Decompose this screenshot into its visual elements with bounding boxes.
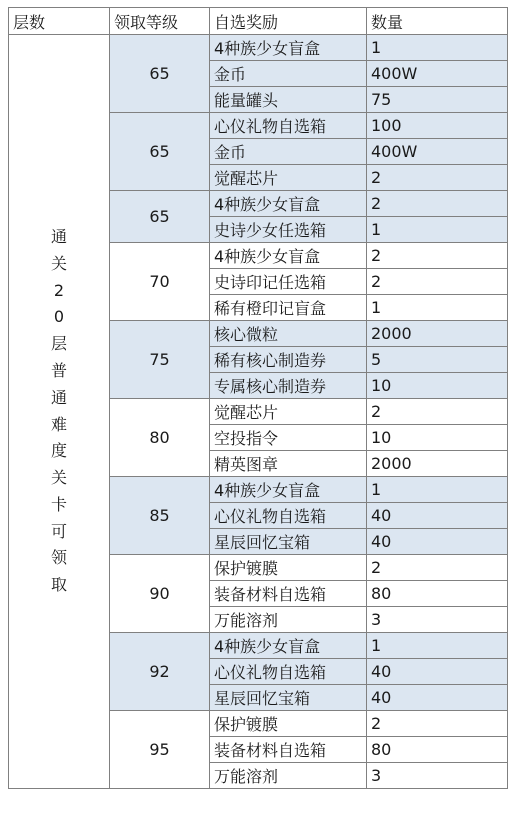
layer-condition-text: 通关20层普通难度关卡可领取 xyxy=(50,226,67,595)
reward-quantity-cell: 400W xyxy=(367,61,508,87)
reward-name-cell: 万能溶剂 xyxy=(210,607,367,633)
level-cell: 75 xyxy=(110,321,210,399)
reward-name-cell: 能量罐头 xyxy=(210,87,367,113)
reward-name-cell: 精英图章 xyxy=(210,451,367,477)
level-cell: 65 xyxy=(110,113,210,191)
level-cell: 65 xyxy=(110,191,210,243)
reward-name-cell: 专属核心制造券 xyxy=(210,373,367,399)
reward-name-cell: 稀有核心制造券 xyxy=(210,347,367,373)
reward-name-cell: 装备材料自选箱 xyxy=(210,737,367,763)
reward-quantity-cell: 100 xyxy=(367,113,508,139)
reward-quantity-cell: 3 xyxy=(367,763,508,789)
reward-quantity-cell: 2 xyxy=(367,555,508,581)
reward-name-cell: 史诗少女任选箱 xyxy=(210,217,367,243)
reward-quantity-cell: 2 xyxy=(367,191,508,217)
reward-name-cell: 稀有橙印记盲盒 xyxy=(210,295,367,321)
reward-quantity-cell: 1 xyxy=(367,477,508,503)
reward-quantity-cell: 2 xyxy=(367,243,508,269)
reward-name-cell: 4种族少女盲盒 xyxy=(210,633,367,659)
level-cell: 92 xyxy=(110,633,210,711)
reward-quantity-cell: 40 xyxy=(367,503,508,529)
reward-name-cell: 核心微粒 xyxy=(210,321,367,347)
reward-name-cell: 装备材料自选箱 xyxy=(210,581,367,607)
layer-cell xyxy=(9,35,110,789)
reward-quantity-cell: 1 xyxy=(367,35,508,61)
reward-quantity-cell: 40 xyxy=(367,659,508,685)
reward-name-cell: 保护镀膜 xyxy=(210,711,367,737)
reward-quantity-cell: 400W xyxy=(367,139,508,165)
reward-quantity-cell: 1 xyxy=(367,633,508,659)
reward-name-cell: 史诗印记任选箱 xyxy=(210,269,367,295)
reward-quantity-cell: 3 xyxy=(367,607,508,633)
reward-name-cell: 金币 xyxy=(210,139,367,165)
level-cell: 90 xyxy=(110,555,210,633)
reward-name-cell: 心仪礼物自选箱 xyxy=(210,503,367,529)
reward-quantity-cell: 1 xyxy=(367,217,508,243)
reward-name-cell: 星辰回忆宝箱 xyxy=(210,529,367,555)
reward-name-cell: 万能溶剂 xyxy=(210,763,367,789)
reward-quantity-cell: 2000 xyxy=(367,451,508,477)
reward-quantity-cell: 2 xyxy=(367,165,508,191)
reward-quantity-cell: 80 xyxy=(367,737,508,763)
level-cell: 65 xyxy=(110,35,210,113)
reward-quantity-cell: 1 xyxy=(367,295,508,321)
level-cell: 85 xyxy=(110,477,210,555)
reward-name-cell: 4种族少女盲盒 xyxy=(210,477,367,503)
reward-name-cell: 4种族少女盲盒 xyxy=(210,191,367,217)
reward-name-cell: 心仪礼物自选箱 xyxy=(210,113,367,139)
reward-name-cell: 4种族少女盲盒 xyxy=(210,243,367,269)
header-level: 领取等级 xyxy=(110,8,210,35)
header-row xyxy=(9,8,508,35)
reward-table xyxy=(8,7,508,789)
level-cell: 70 xyxy=(110,243,210,321)
reward-quantity-cell: 80 xyxy=(367,581,508,607)
level-cell: 95 xyxy=(110,711,210,789)
reward-quantity-cell: 2 xyxy=(367,269,508,295)
reward-quantity-cell: 75 xyxy=(367,87,508,113)
header-quantity: 数量 xyxy=(367,8,508,35)
reward-name-cell: 保护镀膜 xyxy=(210,555,367,581)
table-row xyxy=(9,35,508,61)
reward-name-cell: 心仪礼物自选箱 xyxy=(210,659,367,685)
reward-quantity-cell: 2 xyxy=(367,711,508,737)
reward-name-cell: 4种族少女盲盒 xyxy=(210,35,367,61)
reward-quantity-cell: 5 xyxy=(367,347,508,373)
reward-quantity-cell: 2000 xyxy=(367,321,508,347)
reward-name-cell: 星辰回忆宝箱 xyxy=(210,685,367,711)
reward-name-cell: 金币 xyxy=(210,61,367,87)
reward-quantity-cell: 10 xyxy=(367,373,508,399)
header-layer: 层数 xyxy=(9,8,110,35)
reward-quantity-cell: 2 xyxy=(367,399,508,425)
reward-quantity-cell: 10 xyxy=(367,425,508,451)
level-cell: 80 xyxy=(110,399,210,477)
reward-name-cell: 觉醒芯片 xyxy=(210,165,367,191)
header-reward: 自选奖励 xyxy=(210,8,367,35)
reward-name-cell: 觉醒芯片 xyxy=(210,399,367,425)
reward-quantity-cell: 40 xyxy=(367,529,508,555)
reward-quantity-cell: 40 xyxy=(367,685,508,711)
reward-name-cell: 空投指令 xyxy=(210,425,367,451)
